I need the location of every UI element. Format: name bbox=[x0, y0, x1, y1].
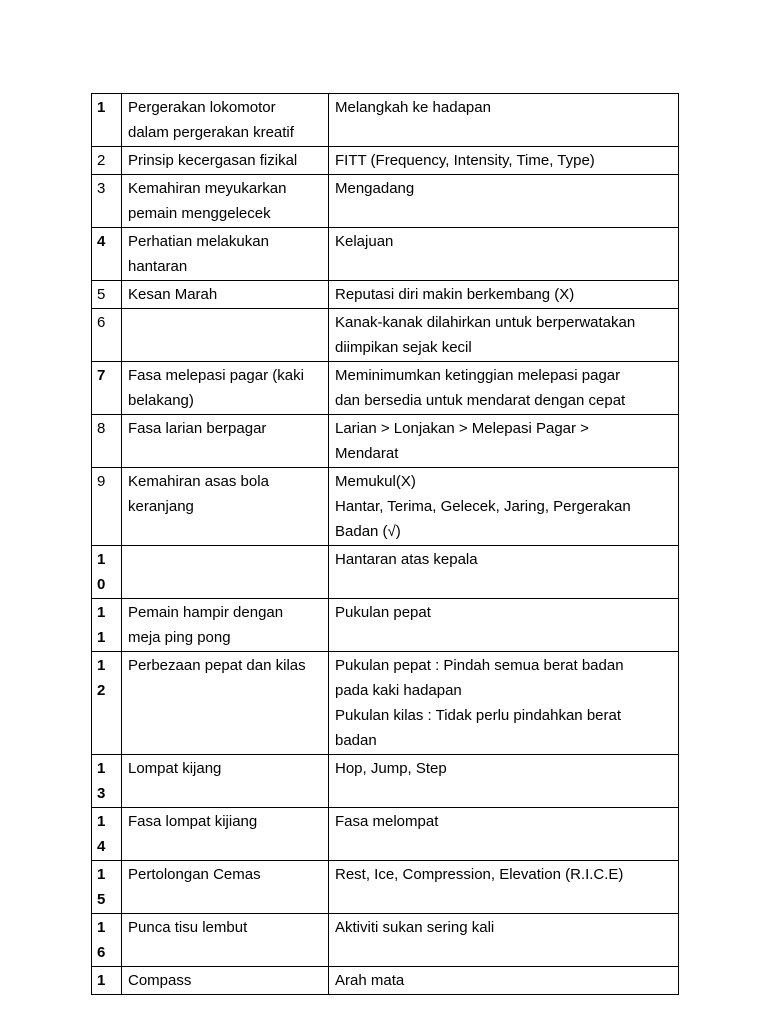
row-number-digit: 5 bbox=[97, 286, 106, 303]
answer-line: Memukul(X) bbox=[335, 473, 416, 490]
row-number-digit: 1 bbox=[97, 866, 106, 883]
topic-cell bbox=[122, 861, 329, 914]
row-number-digit: 1 bbox=[97, 99, 106, 116]
topic-line: pemain menggelecek bbox=[128, 205, 271, 222]
answer-cell bbox=[329, 309, 679, 362]
topic-cell bbox=[122, 309, 329, 362]
table-row bbox=[92, 468, 679, 546]
answer-cell bbox=[329, 914, 679, 967]
answer-line: Kelajuan bbox=[335, 233, 394, 250]
answer-cell bbox=[329, 546, 679, 599]
qa-table-body bbox=[92, 94, 679, 995]
answer-line: dan bersedia untuk mendarat dengan cepat bbox=[335, 392, 626, 409]
table-row bbox=[92, 652, 679, 755]
row-number bbox=[92, 599, 122, 652]
table-row bbox=[92, 281, 679, 309]
row-number bbox=[92, 175, 122, 228]
row-number-digit: 9 bbox=[97, 473, 106, 490]
answer-cell bbox=[329, 281, 679, 309]
answer-line: Aktiviti sukan sering kali bbox=[335, 919, 495, 936]
qa-table bbox=[91, 93, 679, 995]
table-row bbox=[92, 861, 679, 914]
topic-line: hantaran bbox=[128, 258, 188, 275]
topic-cell bbox=[122, 281, 329, 309]
table-row bbox=[92, 599, 679, 652]
topic-line: belakang) bbox=[128, 392, 194, 409]
row-number-digit: 5 bbox=[97, 891, 106, 908]
topic-line: meja ping pong bbox=[128, 629, 231, 646]
answer-line: Hantaran atas kepala bbox=[335, 551, 478, 568]
answer-line: Fasa melompat bbox=[335, 813, 439, 830]
table-row bbox=[92, 309, 679, 362]
topic-line: Perbezaan pepat dan kilas bbox=[128, 657, 306, 674]
answer-cell bbox=[329, 175, 679, 228]
topic-cell bbox=[122, 175, 329, 228]
table-row bbox=[92, 175, 679, 228]
row-number-digit: 4 bbox=[97, 233, 106, 250]
answer-line: Rest, Ice, Compression, Elevation (R.I.C.E) bbox=[335, 866, 624, 883]
row-number bbox=[92, 808, 122, 861]
row-number bbox=[92, 755, 122, 808]
answer-line: Mengadang bbox=[335, 180, 415, 197]
table-row bbox=[92, 228, 679, 281]
topic-line: Kesan Marah bbox=[128, 286, 218, 303]
topic-line: Kemahiran asas bola bbox=[128, 473, 269, 490]
topic-cell bbox=[122, 652, 329, 755]
row-number bbox=[92, 415, 122, 468]
topic-cell bbox=[122, 546, 329, 599]
row-number-digit: 1 bbox=[97, 972, 106, 989]
answer-cell bbox=[329, 861, 679, 914]
answer-line: Badan (√) bbox=[335, 523, 401, 540]
topic-cell bbox=[122, 914, 329, 967]
answer-line: Pukulan pepat : Pindah semua berat badan bbox=[335, 657, 624, 674]
table-row bbox=[92, 967, 679, 995]
row-number-digit: 8 bbox=[97, 420, 106, 437]
answer-line: Kanak-kanak dilahirkan untuk berperwatakan bbox=[335, 314, 636, 331]
topic-line: Fasa lompat kijiang bbox=[128, 813, 258, 830]
topic-line: keranjang bbox=[128, 498, 194, 515]
answer-line: badan bbox=[335, 732, 377, 749]
answer-cell bbox=[329, 652, 679, 755]
row-number-digit: 4 bbox=[97, 838, 106, 855]
answer-cell bbox=[329, 468, 679, 546]
topic-cell bbox=[122, 967, 329, 995]
answer-line: Hantar, Terima, Gelecek, Jaring, Pergerakan bbox=[335, 498, 631, 515]
answer-cell bbox=[329, 228, 679, 281]
row-number bbox=[92, 861, 122, 914]
answer-cell bbox=[329, 599, 679, 652]
row-number-digit: 6 bbox=[97, 944, 106, 961]
row-number-digit: 0 bbox=[97, 576, 106, 593]
row-number-digit: 3 bbox=[97, 785, 106, 802]
row-number-digit: 7 bbox=[97, 367, 106, 384]
row-number-digit: 6 bbox=[97, 314, 106, 331]
row-number bbox=[92, 309, 122, 362]
answer-line: Meminimumkan ketinggian melepasi pagar bbox=[335, 367, 621, 384]
answer-line: Arah mata bbox=[335, 972, 405, 989]
topic-cell bbox=[122, 228, 329, 281]
answer-cell bbox=[329, 808, 679, 861]
topic-cell bbox=[122, 468, 329, 546]
row-number bbox=[92, 652, 122, 755]
topic-line: dalam pergerakan kreatif bbox=[128, 124, 294, 141]
row-number bbox=[92, 228, 122, 281]
row-number bbox=[92, 281, 122, 309]
row-number bbox=[92, 468, 122, 546]
table-row bbox=[92, 415, 679, 468]
row-number-digit: 1 bbox=[97, 629, 106, 646]
answer-cell bbox=[329, 755, 679, 808]
row-number-digit: 1 bbox=[97, 760, 106, 777]
answer-line: Hop, Jump, Step bbox=[335, 760, 447, 777]
row-number bbox=[92, 914, 122, 967]
table-row bbox=[92, 94, 679, 147]
answer-line: diimpikan sejak kecil bbox=[335, 339, 472, 356]
row-number bbox=[92, 94, 122, 147]
row-number bbox=[92, 967, 122, 995]
answer-line: Pukulan kilas : Tidak perlu pindahkan berat bbox=[335, 707, 622, 724]
row-number bbox=[92, 147, 122, 175]
topic-line: Lompat kijang bbox=[128, 760, 222, 777]
table-row bbox=[92, 546, 679, 599]
answer-cell bbox=[329, 94, 679, 147]
answer-cell bbox=[329, 967, 679, 995]
topic-line: Prinsip kecergasan fizikal bbox=[128, 152, 298, 169]
table-row bbox=[92, 808, 679, 861]
table-row bbox=[92, 755, 679, 808]
topic-line: Compass bbox=[128, 972, 192, 989]
row-number bbox=[92, 546, 122, 599]
topic-line: Kemahiran meyukarkan bbox=[128, 180, 287, 197]
topic-line: Perhatian melakukan bbox=[128, 233, 269, 250]
answer-line: FITT (Frequency, Intensity, Time, Type) bbox=[335, 152, 595, 169]
topic-line: Punca tisu lembut bbox=[128, 919, 248, 936]
topic-cell bbox=[122, 415, 329, 468]
table-row bbox=[92, 362, 679, 415]
answer-line: Melangkah ke hadapan bbox=[335, 99, 491, 116]
row-number-digit: 1 bbox=[97, 657, 106, 674]
answer-cell bbox=[329, 147, 679, 175]
topic-cell bbox=[122, 94, 329, 147]
row-number-digit: 2 bbox=[97, 152, 106, 169]
row-number-digit: 3 bbox=[97, 180, 106, 197]
topic-cell bbox=[122, 599, 329, 652]
topic-cell bbox=[122, 755, 329, 808]
topic-line: Pemain hampir dengan bbox=[128, 604, 284, 621]
topic-line: Pergerakan lokomotor bbox=[128, 99, 276, 116]
topic-line: Pertolongan Cemas bbox=[128, 866, 261, 883]
answer-line: pada kaki hadapan bbox=[335, 682, 462, 699]
topic-cell bbox=[122, 808, 329, 861]
row-number-digit: 1 bbox=[97, 604, 106, 621]
row-number bbox=[92, 362, 122, 415]
answer-line: Larian > Lonjakan > Melepasi Pagar > bbox=[335, 420, 589, 437]
topic-line: Fasa larian berpagar bbox=[128, 420, 267, 437]
answer-cell bbox=[329, 415, 679, 468]
answer-line: Mendarat bbox=[335, 445, 399, 462]
row-number-digit: 1 bbox=[97, 813, 106, 830]
answer-line: Pukulan pepat bbox=[335, 604, 431, 621]
answer-cell bbox=[329, 362, 679, 415]
table-row bbox=[92, 147, 679, 175]
answer-line: Reputasi diri makin berkembang (X) bbox=[335, 286, 575, 303]
row-number-digit: 2 bbox=[97, 682, 106, 699]
row-number-digit: 1 bbox=[97, 919, 106, 936]
topic-cell bbox=[122, 147, 329, 175]
row-number-digit: 1 bbox=[97, 551, 106, 568]
topic-cell bbox=[122, 362, 329, 415]
table-row bbox=[92, 914, 679, 967]
topic-line: Fasa melepasi pagar (kaki bbox=[128, 367, 304, 384]
